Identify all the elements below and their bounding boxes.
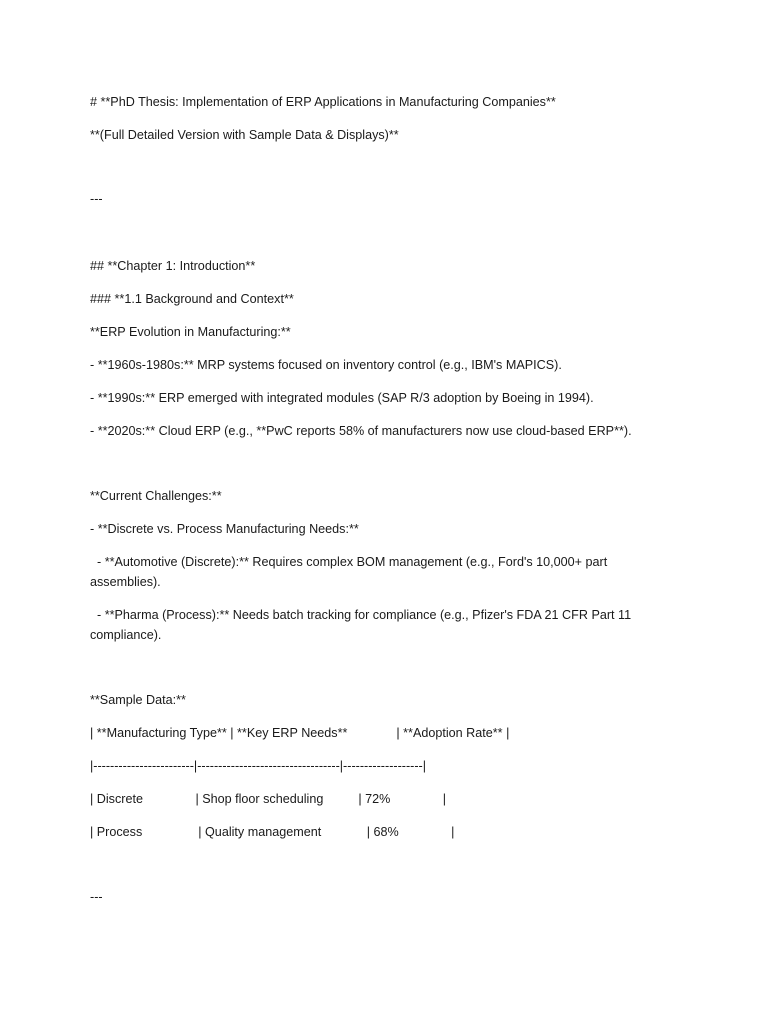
table-row-separator: |------------------------|----------------------------------|-------------------| [90,759,427,773]
list-item-evolution: - **1960s-1980s:** MRP systems focused on inventory control (e.g., IBM's MAPICS). [90,358,562,372]
table-row: | Discrete | Shop floor scheduling | 72% | [90,792,447,806]
chapter-heading: ## **Chapter 1: Introduction** [90,259,256,273]
list-subitem-automotive: - **Automotive (Discrete):** Requires complex BOM management (e.g., Ford's 10,000+ part assemblies). [90,555,611,589]
list-item-evolution: - **1990s:** ERP emerged with integrated modules (SAP R/3 adoption by Boeing in 1994). [90,391,594,405]
horizontal-rule: --- [90,890,103,904]
table-row: | Process | Quality management | 68% | [90,825,455,839]
list-item-challenges: - **Discrete vs. Process Manufacturing Needs:** [90,522,359,536]
thesis-title: # **PhD Thesis: Implementation of ERP Applications in Manufacturing Companies** [90,95,556,109]
thesis-subtitle: **(Full Detailed Version with Sample Data & Displays)** [90,128,399,142]
horizontal-rule: --- [90,192,103,206]
table-row-header: | **Manufacturing Type** | **Key ERP Needs** | **Adoption Rate** | [90,726,510,740]
sample-data-heading: **Sample Data:** [90,693,186,707]
list-item-evolution: - **2020s:** Cloud ERP (e.g., **PwC reports 58% of manufacturers now use cloud-based ERP**). [90,424,632,438]
section-heading: ### **1.1 Background and Context** [90,292,294,306]
evolution-heading: **ERP Evolution in Manufacturing:** [90,325,291,339]
list-subitem-pharma: - **Pharma (Process):** Needs batch tracking for compliance (e.g., Pfizer's FDA 21 CFR Part 11 compliance). [90,608,635,642]
challenges-heading: **Current Challenges:** [90,489,222,503]
